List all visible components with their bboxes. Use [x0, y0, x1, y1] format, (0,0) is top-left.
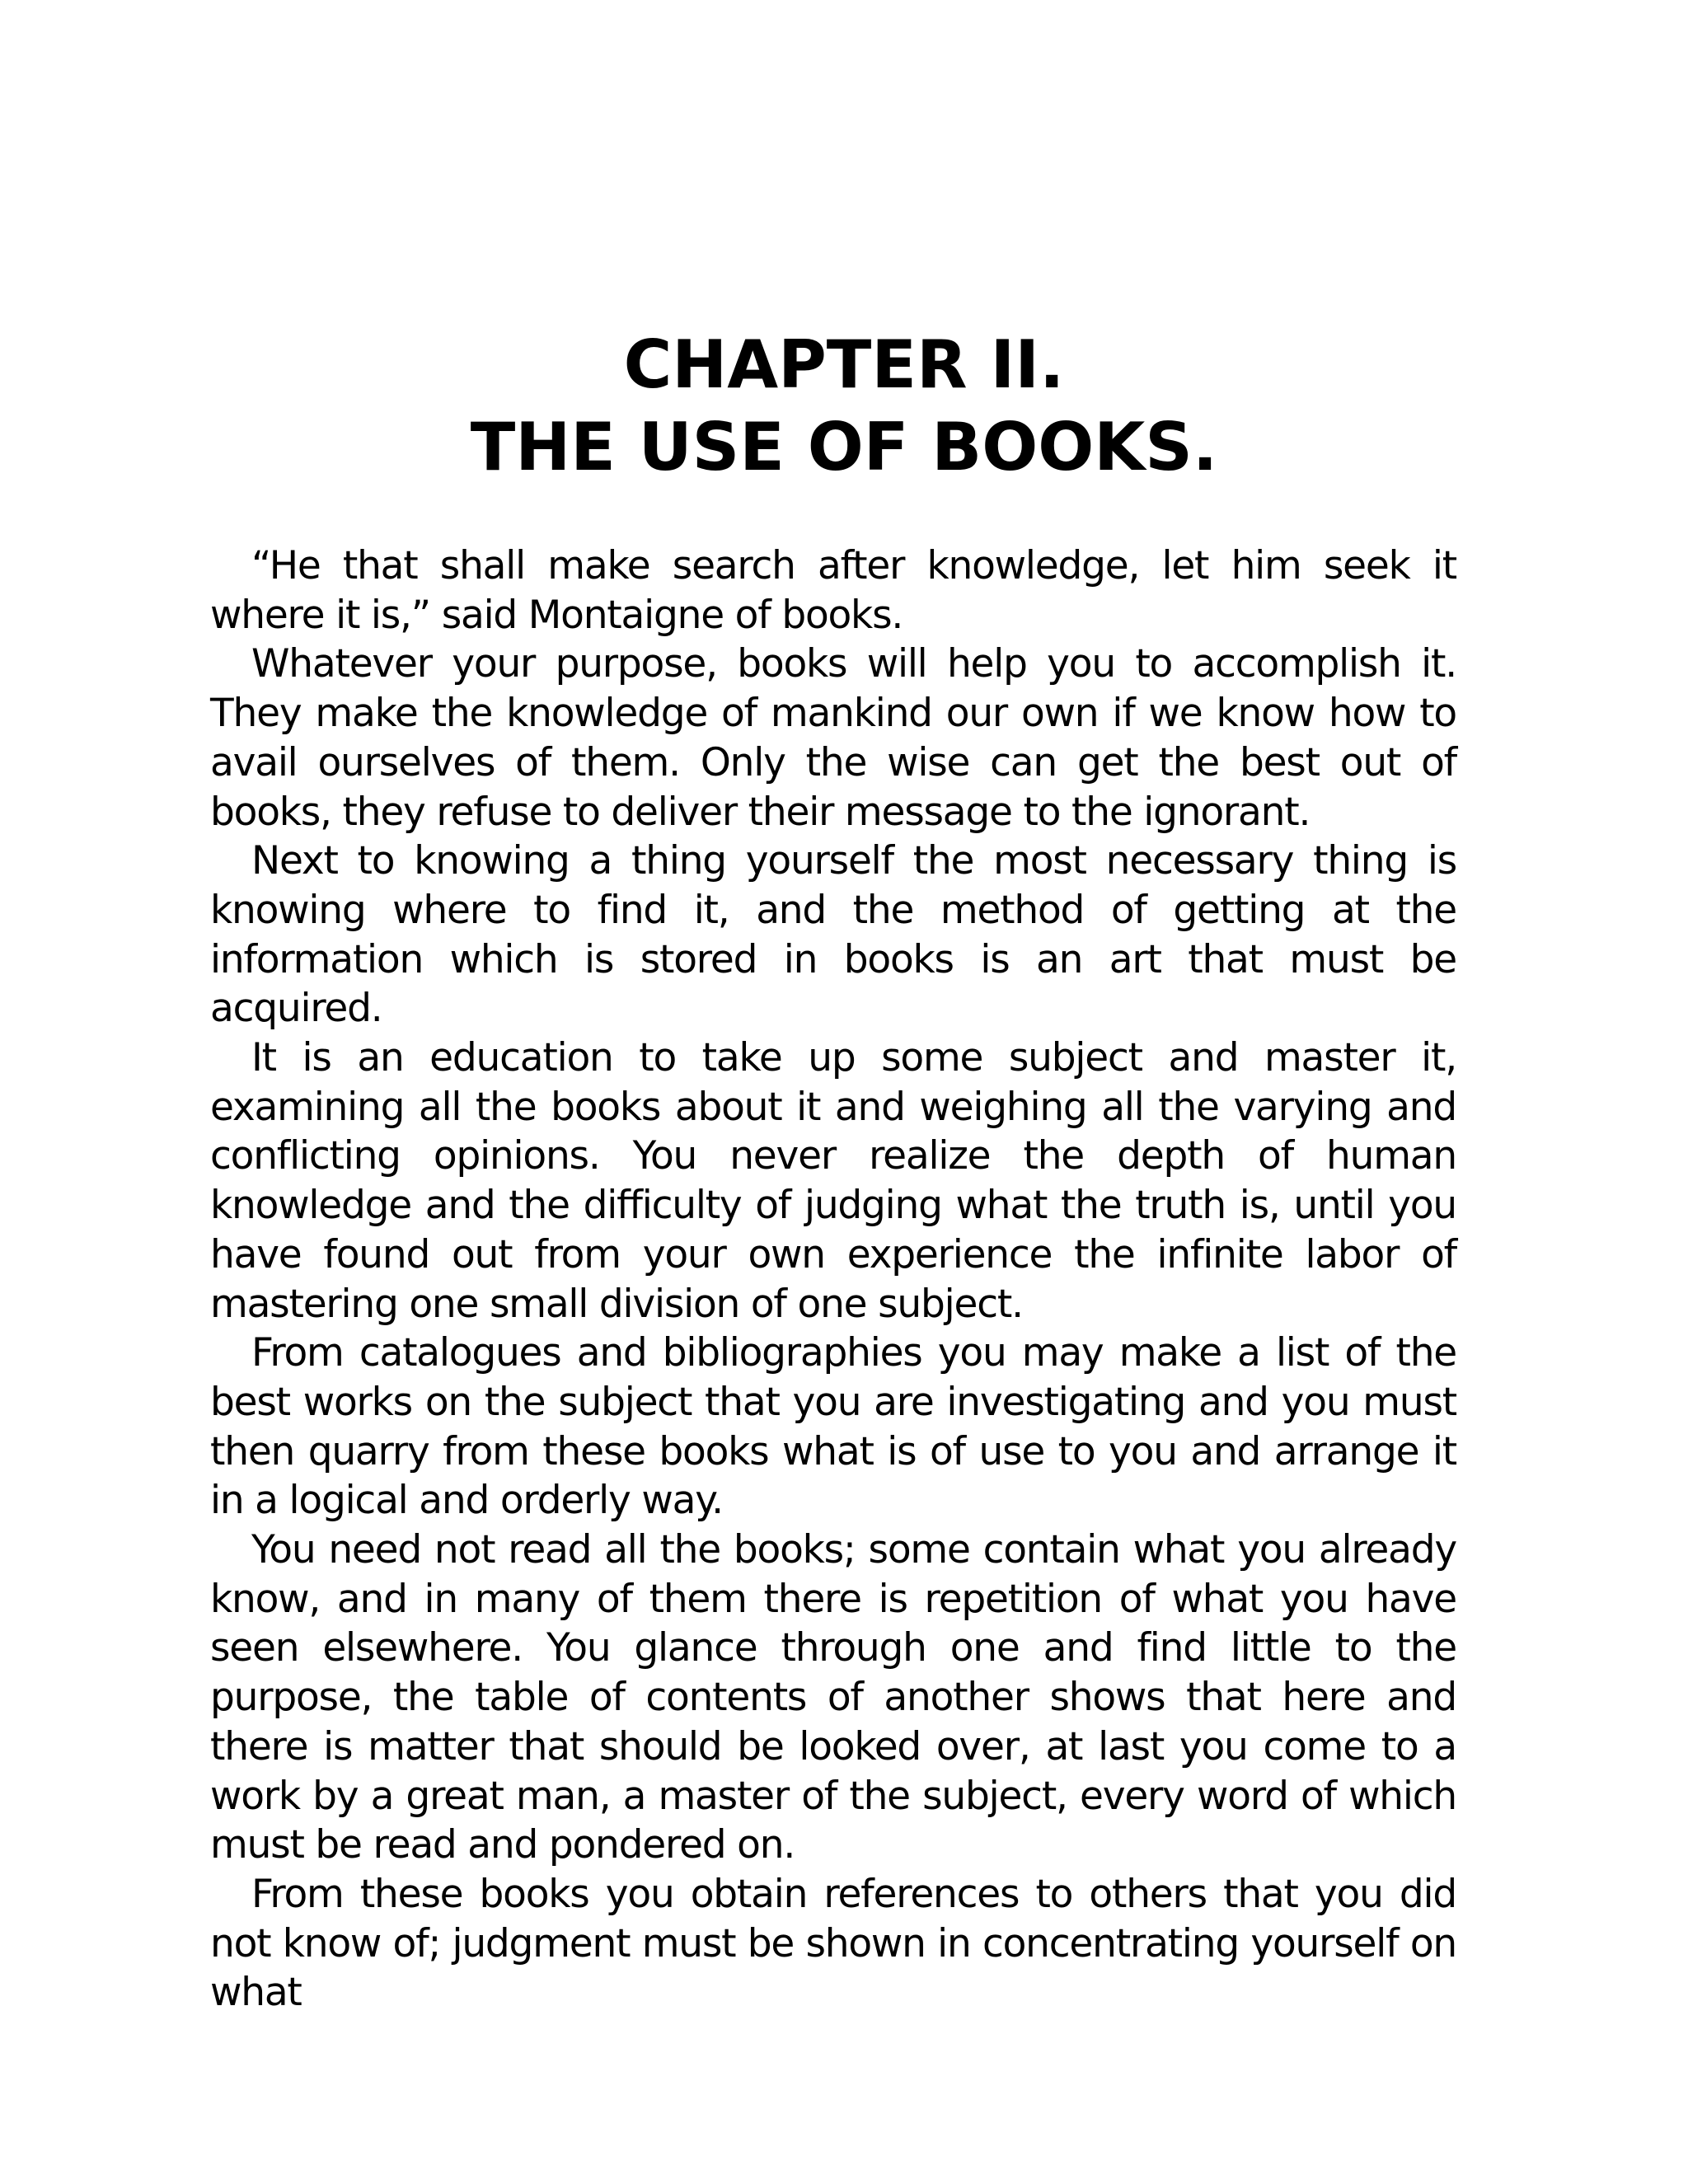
chapter-heading [0, 324, 1688, 489]
chapter-number: CHAPTER II. [623, 326, 1065, 403]
paragraph: From these books you obtain references to others that you did not know of; judgment must be shown in concentrating yourself on what [210, 1871, 1456, 2016]
paragraph: You need not read all the books; some contain what you already know, and in many of them there is repetition of what you have seen elsewhere. You glance through one and find little to the purpose, the table of contents of another shows that here and there is matter that should be looked over, at last you come to a work by a great man, a master of the subject, every word of which must be read and pondered on. [210, 1527, 1456, 1868]
chapter-title: THE USE OF BOOKS. [470, 409, 1218, 485]
chapter-body [210, 541, 1456, 2018]
paragraph: Next to knowing a thing yourself the most necessary thing is knowing where to find it, and the method of getting at the information which is stored in books is an art that must be acquired. [210, 838, 1456, 1032]
paragraph: It is an education to take up some subject and master it, examining all the books about it and weighing all the varying and conflicting opinions. You never realize the depth of human knowledge and the difficulty of judging what the truth is, until you have found out from your own experience the infinite labor of mastering one small division of one subject. [210, 1035, 1456, 1327]
paragraph: “He that shall make search after knowledge, let him seek it where it is,” said Montaigne of books. [210, 543, 1456, 638]
paragraph: From catalogues and bibliographies you may make a list of the best works on the subject that you are investigating and you must then quarry from these books what is of use to you and arrange it in a logical and orderly way. [210, 1330, 1456, 1524]
paragraph: Whatever your purpose, books will help you to accomplish it. They make the knowledge of mankind our own if we know how to avail ourselves of them. Only the wise can get the best out of books, they refuse to deliver their message to the ignorant. [210, 641, 1456, 835]
